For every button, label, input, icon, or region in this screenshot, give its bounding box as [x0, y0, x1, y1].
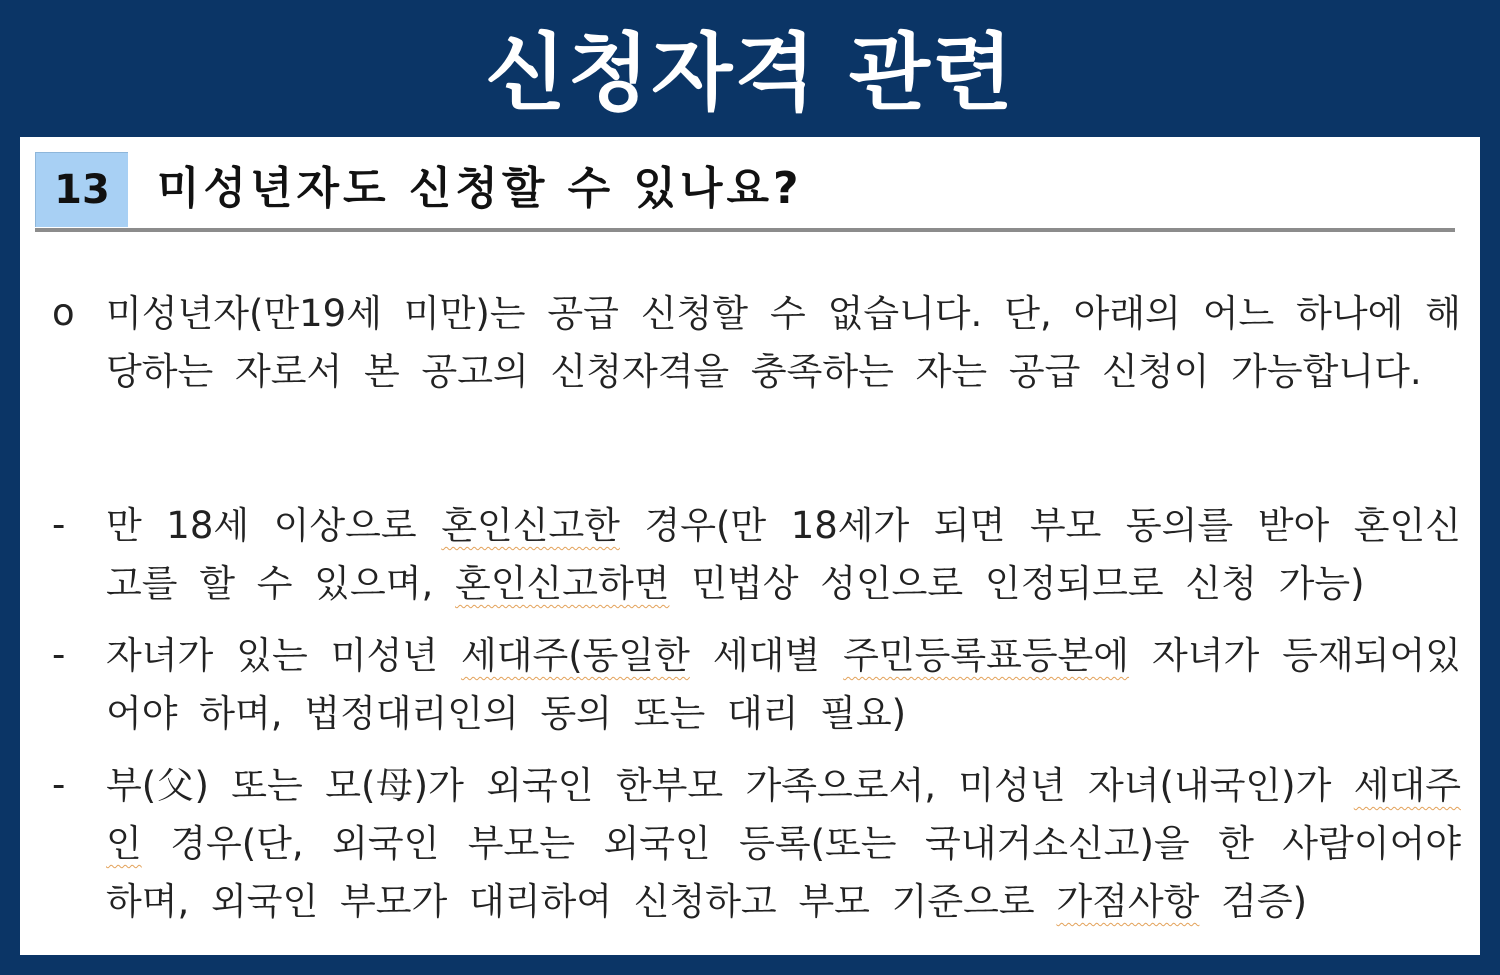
underlined-term: 세대주(동일한: [460, 634, 690, 677]
text-segment: 부(父) 또는 모(母)가 외국인 한부모 가족으로서, 미성년 자녀(내국인)가: [106, 764, 1354, 807]
banner-title: 신청자격 관련: [484, 24, 1016, 122]
underlined-term: 주민등록표등본에: [843, 634, 1130, 677]
content-panel: [20, 137, 1480, 955]
text-segment: 자녀가 등재되어있어야 하며, 법정대리인의 동의 또는 대리 필요): [106, 634, 1461, 735]
bullet-dash: -: [52, 763, 66, 806]
bullet-dash: -: [52, 633, 66, 676]
text-segment: 민법상 성인으로 인정되므로 신청 가능): [669, 562, 1365, 605]
question-title: 미성년자도 신청할 수 있나요?: [157, 163, 803, 214]
list-item-text: [106, 627, 1461, 743]
text-segment: 세대별: [689, 634, 844, 677]
text-segment: 경우(만 18세가 되면 부모 동의를 받아 혼인신고를 할 수 있으며,: [106, 504, 1461, 605]
underlined-term: 혼인신고한: [441, 504, 620, 547]
underlined-term: 가점사항: [1056, 880, 1200, 923]
list-item-text: [106, 497, 1461, 613]
underlined-term: 세대주인: [106, 764, 1461, 865]
answer-body: [20, 137, 1480, 955]
bullet-dash: -: [52, 503, 66, 546]
text-segment: 경우(단, 외국인 부모는 외국인 등록(또는 국내거소신고)을 한 사람이어야 하며, 외국인 부모가 대리하여 신청하고 부모 기준으로: [106, 822, 1461, 923]
text-segment: 검증): [1199, 880, 1308, 923]
list-item-text: [106, 757, 1461, 931]
intro-text: 미성년자(만19세 미만)는 공급 신청할 수 없습니다. 단, 아래의 어느 하나에 해당하는 자로서 본 공고의 신청자격을 충족하는 자는 공급 신청이 가능합니다.: [106, 292, 1461, 393]
text-segment: 만 18세 이상으로: [106, 504, 442, 547]
question-number: 13: [35, 152, 128, 227]
text-segment: 자녀가 있는 미성년: [106, 634, 461, 677]
underlined-term: 혼인신고하면: [455, 562, 670, 605]
bullet-circle: o: [52, 291, 75, 334]
